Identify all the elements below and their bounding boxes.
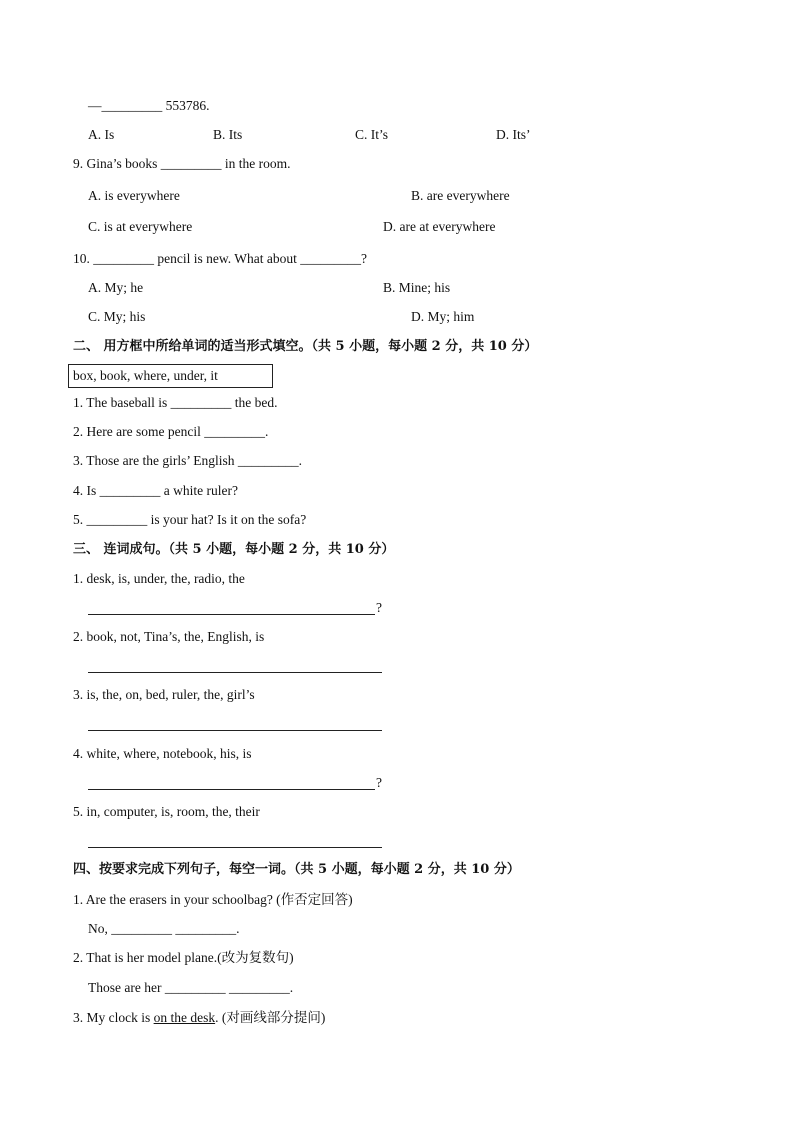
option-c: C. My; his <box>88 309 146 324</box>
section-2-title: 二、 用方框中所给单词的适当形式填空。（共 5 小题，每小题 2 分，共 10 分） <box>73 339 538 354</box>
option-d: D. My; him <box>411 309 475 324</box>
section-3-prompt: 4. white, where, notebook, his, is <box>73 746 252 761</box>
question-mark: ? <box>376 600 382 615</box>
section-2-item: 5. _________ is your hat? Is it on the sofa? <box>73 512 307 527</box>
section-3-prompt: 3. is, the, on, bed, ruler, the, girl’s <box>73 687 255 702</box>
section-2-item: 2. Here are some pencil _________. <box>73 424 269 439</box>
option-a: A. is everywhere <box>88 188 180 203</box>
section-4-answer-2: Those are her _________ _________. <box>88 980 294 995</box>
section-3-title: 三、 连词成句。（共 5 小题，每小题 2 分，共 10 分） <box>73 542 395 557</box>
word-box <box>68 364 273 388</box>
section-2-item: 3. Those are the girls’ English _________. <box>73 453 302 468</box>
option-b: B. are everywhere <box>411 188 510 203</box>
option-d: D. Its’ <box>496 127 531 142</box>
question-mark: ? <box>376 775 382 790</box>
answer-line <box>88 730 382 731</box>
question-9: 9. Gina’s books _________ in the room. <box>73 156 291 171</box>
section-2-item: 4. Is _________ a white ruler? <box>73 483 238 498</box>
section-4-answer-1: No, _________ _________. <box>88 921 240 936</box>
section-3-prompt: 5. in, computer, is, room, the, their <box>73 804 260 819</box>
option-d: D. are at everywhere <box>383 219 496 234</box>
question-instruction: . (对画线部分提问) <box>215 1010 326 1025</box>
section-4-question-1: 1. Are the erasers in your schoolbag? (作否定回答) <box>73 892 353 907</box>
question-text: 3. My clock is <box>73 1010 154 1025</box>
underlined-phrase: on the desk <box>153 1010 216 1025</box>
section-3-prompt: 2. book, not, Tina’s, the, English, is <box>73 629 265 644</box>
section-2-item: 1. The baseball is _________ the bed. <box>73 395 278 410</box>
option-a: A. Is <box>88 127 115 142</box>
option-c: C. It’s <box>355 127 389 142</box>
word-box-text: box, book, where, under, it <box>73 368 218 383</box>
option-b: B. Mine; his <box>383 280 451 295</box>
section-4-question-3 <box>73 1010 325 1026</box>
option-b: B. Its <box>213 127 243 142</box>
section-4-title: 四、按要求完成下列句子，每空一词。（共 5 小题，每小题 2 分，共 10 分） <box>73 862 520 877</box>
answer-line <box>88 614 375 615</box>
answer-line <box>88 847 382 848</box>
answer-line <box>88 672 382 673</box>
section-3-prompt: 1. desk, is, under, the, radio, the <box>73 571 245 586</box>
option-a: A. My; he <box>88 280 144 295</box>
answer-line <box>88 789 375 790</box>
question-8-answer-line: —_________ 553786. <box>88 98 210 113</box>
question-10: 10. _________ pencil is new. What about _________? <box>73 251 367 266</box>
option-c: C. is at everywhere <box>88 219 193 234</box>
section-4-question-2: 2. That is her model plane.(改为复数句) <box>73 950 294 965</box>
